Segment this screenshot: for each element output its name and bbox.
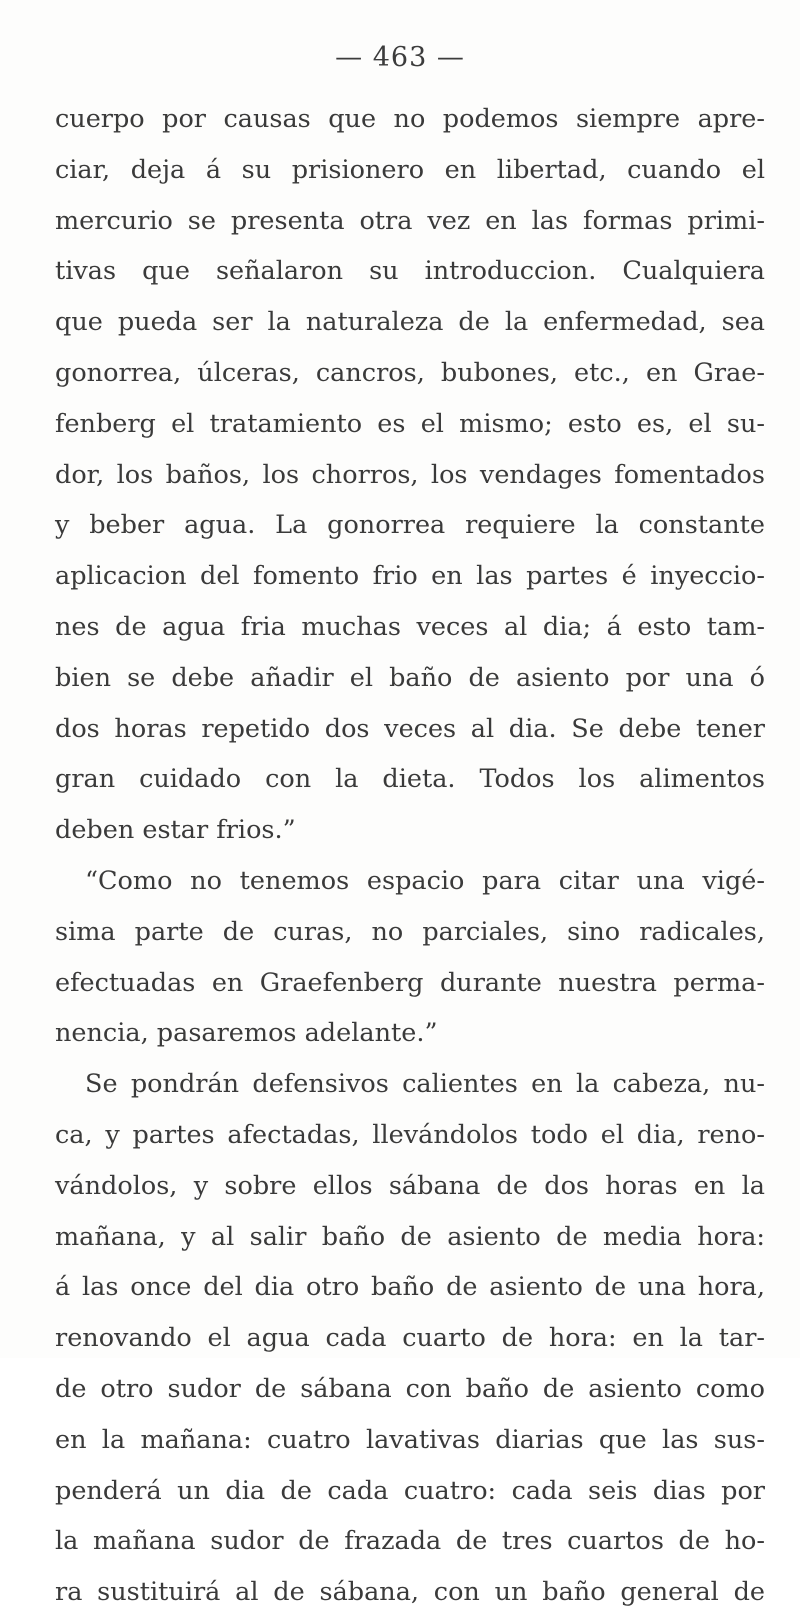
text-line: nes de agua fria muchas veces al dia; á esto tam- [55, 611, 765, 642]
text-line: á las once del dia otro baño de asiento de una hora, [55, 1272, 765, 1303]
text-line: en la mañana: cuatro lavativas diarias que las sus- [55, 1424, 765, 1455]
text-line: aplicacion del fomento frio en las partes é inyeccio- [55, 561, 765, 592]
page-number: — 463 — [335, 42, 465, 73]
text-line: bien se debe añadir el baño de asiento por una ó [55, 662, 765, 693]
text-line: dos horas repetido dos veces al dia. Se debe tener [55, 713, 765, 744]
body-text [55, 94, 765, 1618]
text-line: sima parte de curas, no parciales, sino radicales, [55, 916, 765, 947]
text-line: penderá un dia de cada cuatro: cada seis dias por [55, 1475, 765, 1506]
text-line: tivas que señalaron su introduccion. Cualquiera [55, 256, 765, 287]
text-line: gran cuidado con la dieta. Todos los alimentos [55, 764, 765, 795]
text-line: Se pondrán defensivos calientes en la cabeza, nu- [85, 1069, 765, 1100]
text-line: ra sustituirá al de sábana, con un baño general de [55, 1577, 765, 1608]
text-line: gonorrea, úlceras, cancros, bubones, etc., en Grae- [55, 357, 765, 388]
text-line: fenberg el tratamiento es el mismo; esto es, el su- [55, 408, 765, 439]
text-line: ciar, deja á su prisionero en libertad, cuando el [55, 154, 765, 185]
text-line: la mañana sudor de frazada de tres cuartos de ho- [55, 1526, 765, 1557]
text-line: mercurio se presenta otra vez en las formas primi- [55, 205, 765, 236]
text-line: vándolos, y sobre ellos sábana de dos horas en la [55, 1170, 765, 1201]
text-line: de otro sudor de sábana con baño de asiento como [55, 1373, 765, 1404]
text-line: dor, los baños, los chorros, los vendages fomentados [55, 459, 765, 490]
text-line: efectuadas en Graefenberg durante nuestra perma- [55, 967, 765, 998]
text-line: “Como no tenemos espacio para citar una vigé- [85, 865, 765, 896]
text-line: nencia, pasaremos adelante.” [55, 1018, 438, 1049]
text-line: mañana, y al salir baño de asiento de media hora: [55, 1221, 765, 1252]
text-line: ca, y partes afectadas, llevándolos todo el dia, reno- [55, 1119, 765, 1150]
text-line: y beber agua. La gonorrea requiere la constante [55, 510, 765, 541]
text-line: que pueda ser la naturaleza de la enfermedad, sea [55, 307, 765, 338]
text-line: renovando el agua cada cuarto de hora: en la tar- [55, 1323, 765, 1354]
text-line: deben estar frios.” [55, 815, 296, 846]
text-line: cuerpo por causas que no podemos siempre apre- [55, 104, 765, 134]
